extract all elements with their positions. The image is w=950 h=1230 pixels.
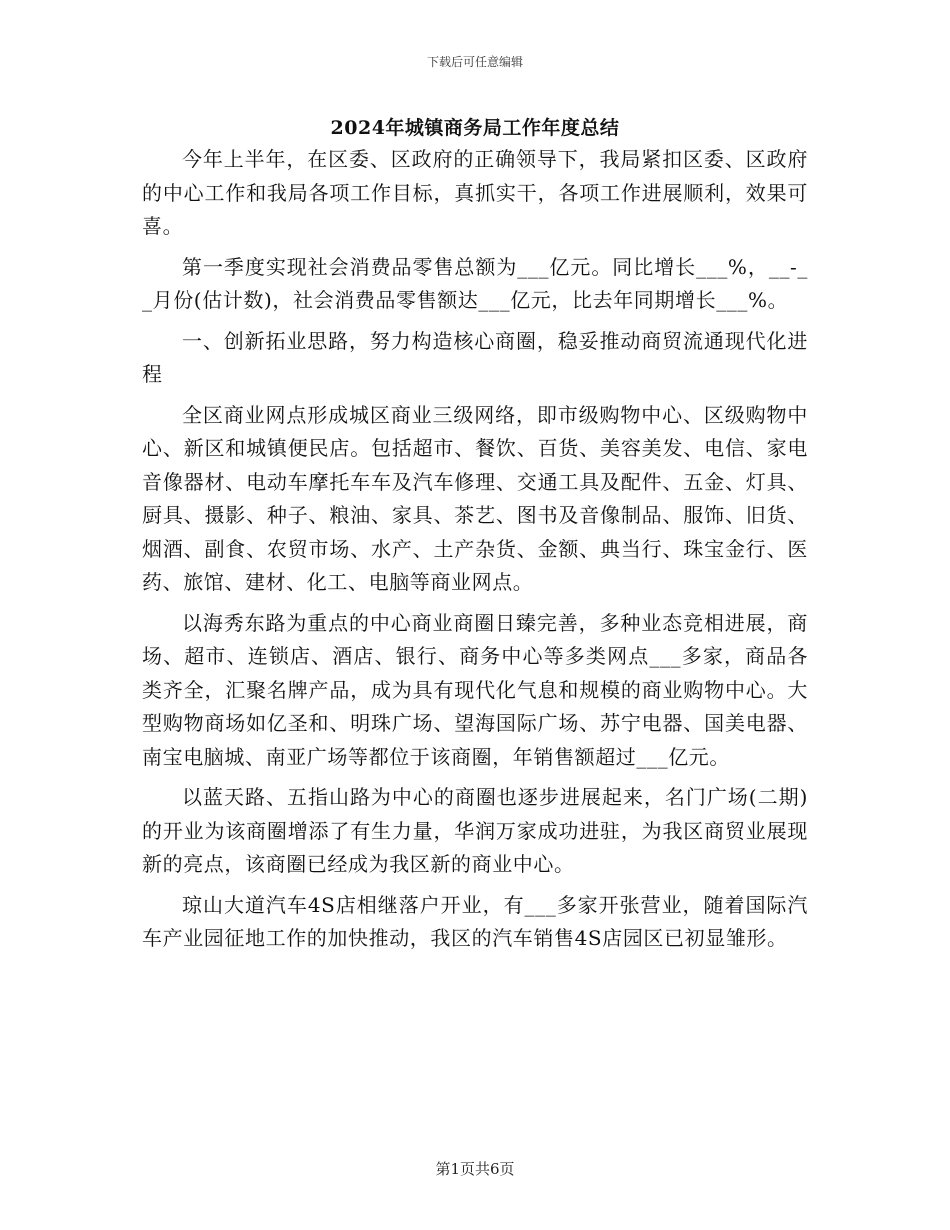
paragraph-intro: 今年上半年，在区委、区政府的正确领导下，我局紧扣区委、区政府的中心工作和我局各项工作目标，真抓实干，各项工作进展顺利，效果可喜。 [142,147,808,238]
section-heading-1: 一、创新拓业思路，努力构造核心商圈，稳妥推动商贸流通现代化进程 [142,328,808,386]
paragraph-commercial-network: 全区商业网点形成城区商业三级网络，即市级购物中心、区级购物中心、新区和城镇便民店。包括超市、餐饮、百货、美容美发、电信、家电音像器材、电动车摩托车车及汽车修理、交通工具及配件、五金、灯具、厨具、摄影、种子、粮油、家具、茶艺、图书及音像制品、服饰、旧货、烟酒、副食、农贸市场、水产、土产杂货、金额、典当行、珠宝金行、医药、旅馆、建材、化工、电脑等商业网点。 [142,402,808,594]
document-title: 2024年城镇商务局工作年度总结 [330,117,620,139]
document-body [142,143,808,963]
paragraph-auto-4s: 琼山大道汽车4S店相继落户开业，有___多家开张营业，随着国际汽车产业园征地工作的加快推动，我区的汽车销售4S店园区已初显雏形。 [142,892,808,950]
page-number: 第1页共6页 [435,1160,515,1178]
header-note: 下载后可任意编辑 [426,55,523,69]
paragraph-central-district: 以海秀东路为重点的中心商业商圈日臻完善，多种业态竞相进展，商场、超市、连锁店、酒店、银行、商务中心等多类网点___多家，商品各类齐全，汇聚名牌产品，成为具有现代化气息和规模的商业购物中心。大型购物商场如亿圣和、明珠广场、望海国际广场、苏宁电器、国美电器、南宝电脑城、南亚广场等都位于该商圈，年销售额超过___亿元。 [142,610,808,769]
paragraph-new-district: 以蓝天路、五指山路为中心的商圈也逐步进展起来，名门广场(二期)的开业为该商圈增添了有生力量，华润万家成功进驻，为我区商贸业展现新的亮点，该商圈已经成为我区新的商业中心。 [142,785,808,876]
paragraph-retail-sales: 第一季度实现社会消费品零售总额为___亿元。同比增长___%，__-__月份(估计数)，社会消费品零售额达___亿元，比去年同期增长___%。 [142,254,808,312]
